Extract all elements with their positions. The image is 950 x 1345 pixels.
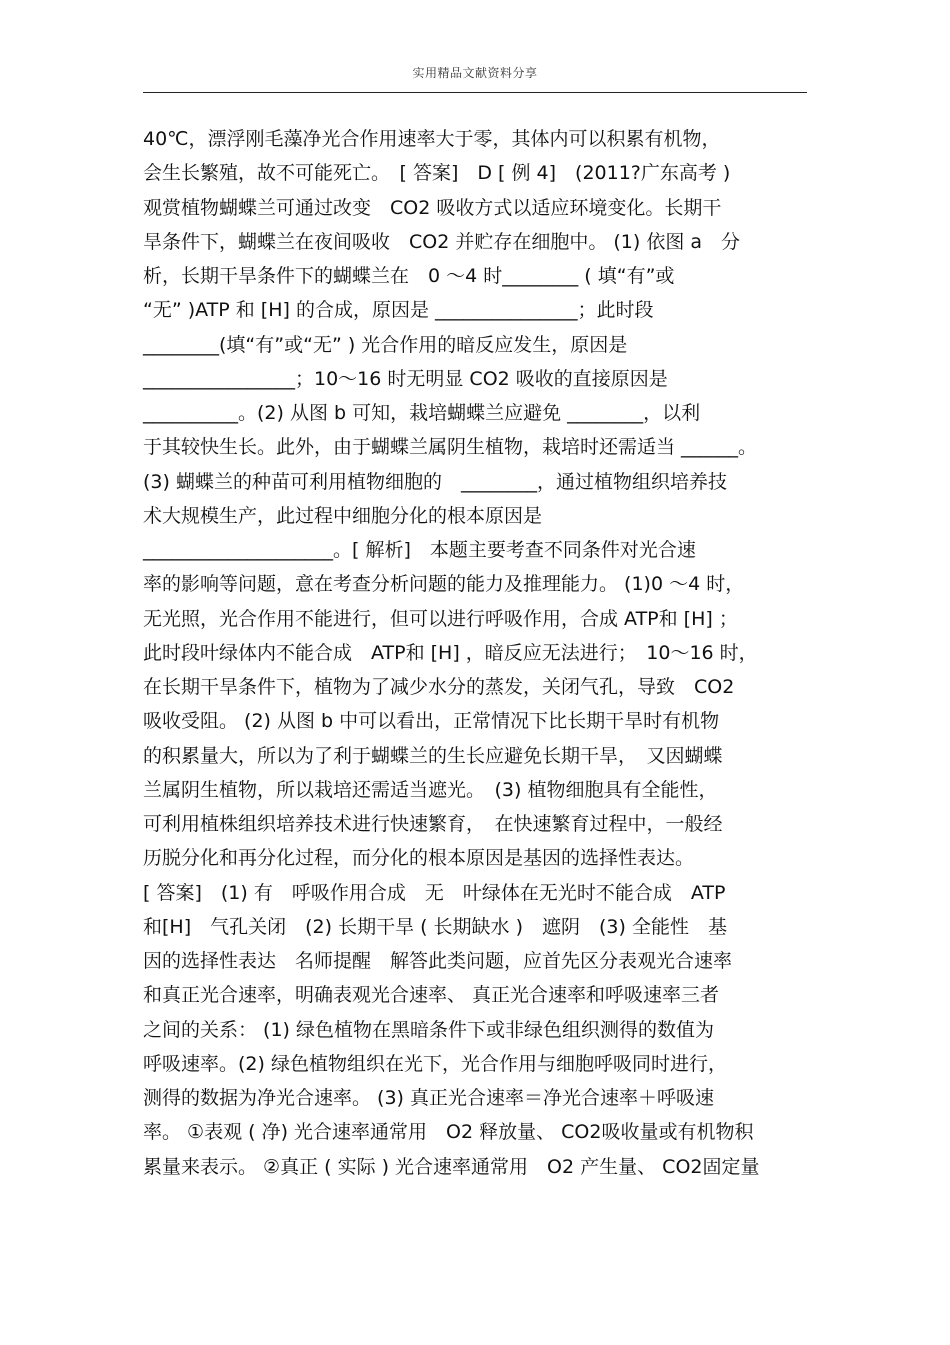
text-line: 和真正光合速率，明确表观光合速率、 真正光合速率和呼吸速率三者	[143, 984, 720, 1007]
body-text	[143, 122, 833, 1184]
text-line: 在长期干旱条件下，植物为了减少水分的蒸发，关闭气孔，导致 CO2	[143, 676, 735, 698]
text-line: 率。 ①表观 ( 净) 光合速率通常用 O2 释放量、 CO2吸收量或有机物积	[143, 1121, 754, 1144]
text-line: ____________________。[ 解析] 本题主要考查不同条件对光合速	[143, 539, 696, 561]
text-line: 历脱分化和再分化过程，而分化的根本原因是基因的选择性表达。	[143, 847, 695, 870]
text-line: 此时段叶绿体内不能合成 ATP和 [H] ，暗反应无法进行； 10～16 时，	[143, 641, 758, 664]
text-line: 呼吸速率。(2) 绿色植物组织在光下，光合作用与细胞呼吸同时进行，	[143, 1052, 727, 1075]
header-divider	[143, 92, 807, 93]
text-line: ________________；10～16 时无明显 CO2 吸收的直接原因是	[143, 367, 668, 390]
text-line: 因的选择性表达 名师提醒 解答此类问题，应首先区分表观光合速率	[143, 950, 733, 972]
text-line: 可利用植株组织培养技术进行快速繁育， 在快速繁育过程中，一般经	[143, 813, 723, 835]
text-line: 之间的关系： (1) 绿色植物在黑暗条件下或非绿色组织测得的数值为	[143, 1018, 714, 1041]
text-line: 率的影响等问题，意在考查分析问题的能力及推理能力。 (1)0 ～4 时，	[143, 573, 745, 596]
text-line: 吸收受阻。 (2) 从图 b 中可以看出，正常情况下比长期干旱时有机物	[143, 710, 720, 733]
text-line: 旱条件下，蝴蝶兰在夜间吸收 CO2 并贮存在细胞中。 (1) 依图 a 分	[143, 230, 741, 253]
page-header: 实用精品文献资料分享	[412, 66, 538, 80]
text-line: __________。(2) 从图 b 可知，栽培蝴蝶兰应避免 ________，以利	[143, 402, 701, 424]
text-line: 于其较快生长。此外，由于蝴蝶兰属阴生植物，栽培时还需适当 ______。	[143, 436, 758, 459]
text-line: 兰属阴生植物，所以栽培还需适当遮光。 (3) 植物细胞具有全能性，	[143, 778, 718, 801]
text-line: 无光照，光合作用不能进行，但可以进行呼吸作用，合成 ATP和 [H] ；	[143, 607, 738, 630]
text-line: [ 答案] (1) 有 呼吸作用合成 无 叶绿体在无光时不能合成 ATP	[143, 881, 726, 904]
text-line: 析，长期干旱条件下的蝴蝶兰在 0 ～4 时________ ( 填“有”或	[143, 265, 675, 287]
text-line: 的积累量大，所以为了利于蝴蝶兰的生长应避免长期干旱， 又因蝴蝶	[143, 744, 723, 767]
text-line: 40℃，漂浮刚毛藻净光合作用速率大于零，其体内可以积累有机物，	[143, 128, 721, 150]
text-line: 观赏植物蝴蝶兰可通过改变 CO2 吸收方式以适应环境变化。长期干	[143, 196, 722, 219]
text-line: 测得的数据为净光合速率。 (3) 真正光合速率＝净光合速率＋呼吸速	[143, 1087, 714, 1109]
text-line: (3) 蝴蝶兰的种苗可利用植物细胞的 ________，通过植物组织培养技	[143, 470, 727, 493]
text-line: 术大规模生产，此过程中细胞分化的根本原因是	[143, 504, 543, 527]
text-line: 和[H] 气孔关闭 (2) 长期干旱 ( 长期缺水 ) 遮阴 (3) 全能性 基	[143, 915, 727, 938]
text-line: ________(填“有”或“无” ) 光合作用的暗反应发生，原因是	[143, 333, 628, 356]
text-line: 会生长繁殖，故不可能死亡。 [ 答案] D [ 例 4] (2011?广东高考 )	[143, 162, 731, 185]
text-line: “无” )ATP 和 [H] 的合成，原因是 _______________；此时段	[143, 299, 654, 322]
text-line: 累量来表示。 ②真正 ( 实际 ) 光合速率通常用 O2 产生量、 CO2固定量	[143, 1155, 760, 1178]
